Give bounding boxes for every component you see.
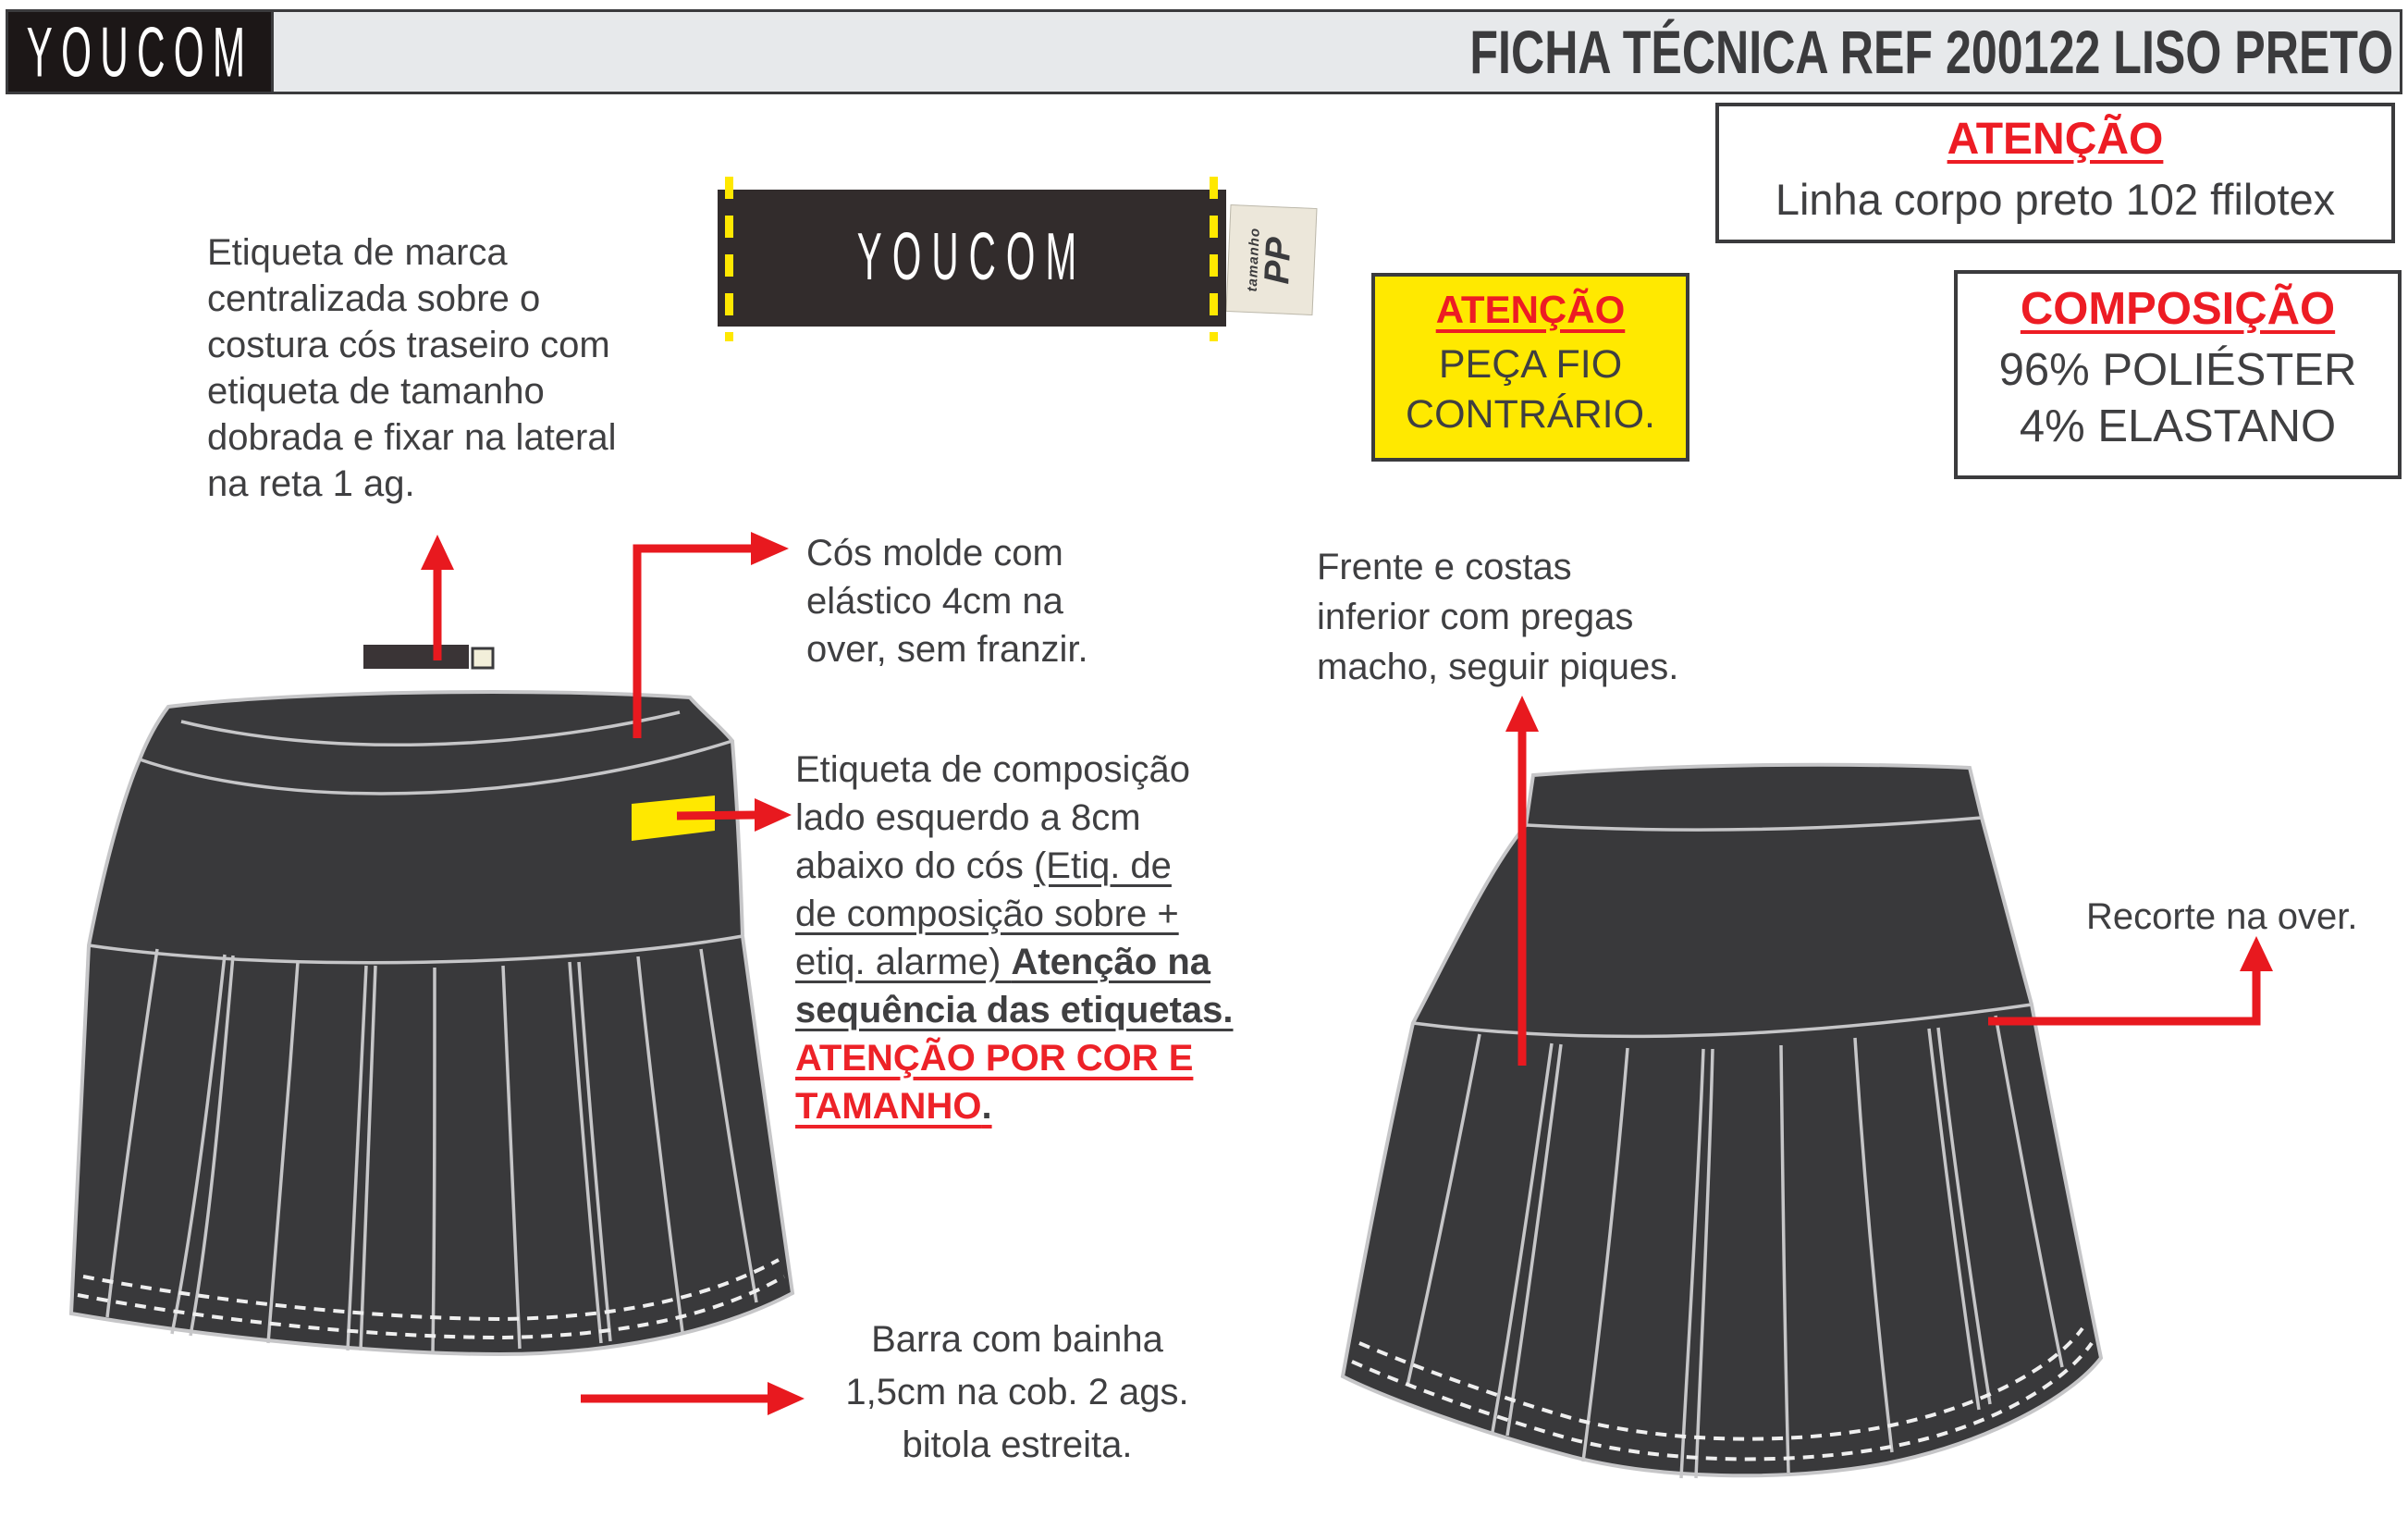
hem-note: Barra com bainha 1,5cm na cob. 2 ags. bitola estreita. (845, 1319, 1189, 1465)
grain-warning-line1: PEÇA FIO (1438, 342, 1623, 387)
composition-box (1954, 270, 2402, 479)
size-tag-word: tamanho (1245, 227, 1264, 292)
size-tag-value: PP (1258, 236, 1299, 285)
skirt-back-view (71, 692, 792, 1354)
grain-warning-title: ATENÇÃO (1435, 288, 1626, 331)
brand-logo: YOUCOM (26, 12, 253, 92)
sheet-title: FICHA TÉCNICA REF 200122 LISO PRETO (1469, 18, 2393, 86)
attention-box-text: Linha corpo preto 102 ffilotex (1775, 175, 2336, 224)
waistband-label-drawing (363, 645, 493, 669)
attention-box (1715, 103, 2395, 243)
attention-box-title: ATENÇÃO (1947, 115, 2164, 164)
composition-line1: 96% POLIÉSTER (1998, 345, 2357, 395)
label-dash-line-right (1210, 177, 1218, 341)
hem-arrow (581, 1382, 805, 1415)
brand-label-arrow (421, 535, 454, 660)
grain-warning-box (1371, 273, 1689, 462)
composition-note: Etiqueta de composição lado esquerdo a 8cm abaixo do cós (Etiq. de de composição sobre + etiq. alarme) Atenção na sequência das etiquetas. ATENÇÃO POR COR E TAMANHO. (795, 749, 1234, 1127)
skirt-front-view (1343, 765, 2101, 1478)
pleats-note: Frente e costas inferior com pregas macho, seguir piques. (1317, 547, 1679, 687)
composition-line2: 4% ELASTANO (2019, 401, 2337, 451)
grain-warning-line2: CONTRÁRIO. (1406, 392, 1655, 437)
overlock-note: Recorte na over. (2086, 896, 2358, 937)
label-dash-line-left (725, 177, 733, 341)
brand-label-note: Etiqueta de marca centralizada sobre o costura cós traseiro com etiqueta de tamanho dobrada e fixar na lateral na reta 1 ag. (207, 232, 617, 504)
composition-box-title: COMPOSIÇÃO (2020, 284, 2336, 334)
brand-label-logo: YOUCOM (856, 219, 1087, 295)
brand-label-drawing (718, 190, 1226, 327)
brand-logo-box (6, 9, 274, 94)
waistband-note: Cós molde com elástico 4cm na over, sem franzir. (806, 533, 1088, 670)
